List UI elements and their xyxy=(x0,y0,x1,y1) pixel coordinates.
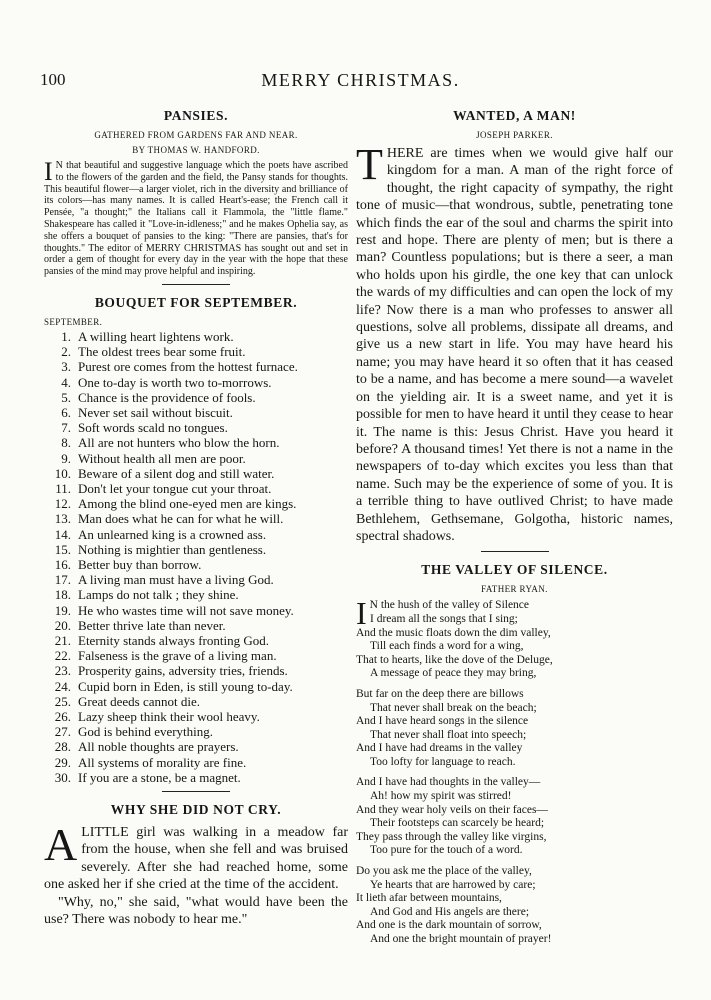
valley-byline: FATHER RYAN. xyxy=(481,584,548,595)
list-item xyxy=(44,375,348,390)
list-item-text: Prosperity gains, adversity tries, friends. xyxy=(78,663,288,679)
poem-line xyxy=(356,933,673,947)
poem-line-text: And they wear holy veils on their faces— xyxy=(356,803,548,816)
list-item-number: 10. xyxy=(54,465,71,481)
poem-stanza xyxy=(356,688,673,770)
poem-line xyxy=(356,790,673,804)
list-item-number: 27. xyxy=(54,724,71,740)
poem-line xyxy=(356,879,673,893)
list-item xyxy=(44,648,348,663)
list-item xyxy=(44,466,348,481)
list-item-number: 22. xyxy=(54,648,71,664)
poem-line xyxy=(356,627,673,641)
pansies-byline: BY THOMAS W. HANDFORD. xyxy=(132,145,260,155)
list-item-number: 9. xyxy=(61,450,71,466)
poem-line xyxy=(356,756,673,770)
poem-stanza xyxy=(356,595,673,681)
list-item xyxy=(44,709,348,724)
list-item-text: One to-day is worth two to-morrows. xyxy=(78,374,272,390)
valley-dropcap: I xyxy=(356,595,367,632)
why-dropcap: A xyxy=(44,819,78,871)
poem-line xyxy=(356,804,673,818)
list-item xyxy=(44,527,348,542)
list-item-text: Lazy sheep think their wool heavy. xyxy=(78,709,260,725)
pansies-dropcap: I xyxy=(44,157,53,186)
list-item-number: 11. xyxy=(55,481,71,496)
list-item-text: Great deeds cannot die. xyxy=(78,693,201,709)
list-item-text: Better thrive late than never. xyxy=(78,617,226,633)
list-item-text: Don't let your tongue cut your throat. xyxy=(78,481,272,496)
poem-line xyxy=(356,906,673,920)
pansies-body xyxy=(44,157,348,278)
list-item-number: 15. xyxy=(54,541,71,557)
list-item xyxy=(44,557,348,572)
wanted-dropcap: T xyxy=(356,140,383,189)
why-body xyxy=(44,819,348,894)
list-item-number: 21. xyxy=(54,633,71,649)
list-item xyxy=(44,420,348,435)
list-item-number: 23. xyxy=(54,663,71,679)
list-item xyxy=(44,390,348,405)
list-item xyxy=(44,587,348,602)
poem-line xyxy=(356,702,673,716)
poem-line xyxy=(356,640,673,654)
list-item-text: A willing heart lightens work. xyxy=(78,328,234,344)
poem-line xyxy=(356,776,673,790)
poem-line xyxy=(356,892,673,906)
why-article xyxy=(44,802,348,928)
poem-line xyxy=(356,831,673,845)
list-item xyxy=(44,755,348,770)
poem-line-text: A message of peace they may bring, xyxy=(370,667,537,680)
why-title: WHY SHE DID NOT CRY. xyxy=(110,802,282,818)
list-item-text: All are not hunters who blow the horn. xyxy=(78,435,280,451)
valley-title: THE VALLEY OF SILENCE. xyxy=(421,562,608,578)
poem-line-text: Ye hearts that are harrowed by care; xyxy=(370,878,536,891)
list-item-number: 28. xyxy=(54,739,71,755)
list-item-text: God is behind everything. xyxy=(78,724,214,740)
poem-line xyxy=(356,817,673,831)
valley-poem-body xyxy=(356,595,673,946)
list-item-number: 17. xyxy=(54,572,71,588)
list-item xyxy=(44,663,348,678)
poem-line-text: N the hush of the valley of Silence xyxy=(369,599,530,612)
poem-line xyxy=(356,613,673,627)
list-item-number: 4. xyxy=(61,374,71,390)
list-item-number: 5. xyxy=(61,389,71,405)
list-item-text: Falseness is the grave of a living man. xyxy=(78,648,277,664)
list-item-number: 6. xyxy=(61,404,71,420)
list-item-number: 19. xyxy=(54,602,71,618)
list-item-text: Lamps do not talk ; they shine. xyxy=(78,587,239,603)
pansies-article xyxy=(44,108,348,278)
poem-line-text: That to hearts, like the dove of the Deluge, xyxy=(356,653,553,666)
poem-line-text: And I have had dreams in the valley xyxy=(356,742,523,755)
poem-line xyxy=(356,715,673,729)
wanted-text: HERE are times when we would give half our kingdom for a man. A man of the right force of thought, the right capacity of sympathy, the right tone of music—that wondrous, subtle, penetrating tone which finds the ear of the soul and charms the spirit into rest and hope. There are plenty of men; but is there a man? Countless populations; but is there a seer, a man who holds upon his girdle, the one key that can unlock the wards of my difficulties and can open the lock of my life? Now there is a man who professes to answer all questions, solve all problems, dissipate all dreams, and give us a new start in life. You may have heard his name; you may have heard it so often that it has ceased to be a name, and has become a mere sound—a wavelet on the yielding air. It is a sweet name, and yet it is possible for men to have heard it until they cease to hear it. The name is this: Jesus Christ. Have you heard it before? A thousand times! Yet there is not a name in the newspapers of to-day which excites you less than that name. Such may be the experience of some of you. It is a terrible thing to have outlived Christ; to have made Bethlehem, Gethsemane, Golgotha, historic names, spectral shadows. xyxy=(356,146,673,544)
list-item xyxy=(44,451,348,466)
list-item-text: The oldest trees bear some fruit. xyxy=(78,344,246,360)
pansies-text: N that beautiful and suggestive language which the poets have ascribed to the flowers of the garden and the field, the Pansy stands for thoughts. This beautiful flower—a larger violet, rich in the diversity and brilliance of its colors—has many names. It is called Heart's-ease; the French call it Pensée, "a thought;" the Italians call it Flammola, the "little flame." Shakespeare has called it "Love-in-idleness;" and he makes Ophelia say, as she offers a bouquet of pansies to the king: "There are pansies, that's for thoughts." The editor of MERRY CHRISTMAS has sought out and set in order a gem of thought for every day in the year with the hope that these pansies of the mind may prove helpful and inspiring. xyxy=(44,160,348,278)
list-item xyxy=(44,618,348,633)
poem-line-text: It lieth afar between mountains, xyxy=(356,892,502,905)
list-item xyxy=(44,405,348,420)
list-item-text: Man does what he can for what he will. xyxy=(78,511,284,527)
wanted-article xyxy=(356,108,673,545)
poem-line-text: Too lofty for language to reach. xyxy=(370,755,516,768)
list-item-number: 16. xyxy=(54,557,71,573)
list-item xyxy=(44,511,348,526)
poem-line-text: They pass through the valley like virgins, xyxy=(356,830,547,843)
list-item-number: 3. xyxy=(61,359,71,375)
list-item-number: 8. xyxy=(61,435,71,451)
poem-line-text: And one is the dark mountain of sorrow, xyxy=(356,919,542,932)
list-item-number: 20. xyxy=(54,617,71,633)
bouquet-month: SEPTEMBER. xyxy=(44,316,103,327)
poem-line-text: Till each finds a word for a wing, xyxy=(370,640,524,653)
list-item-text: A living man must have a living God. xyxy=(78,572,274,588)
list-item-text: He who wastes time will not save money. xyxy=(78,602,294,618)
list-item-number: 7. xyxy=(61,420,71,436)
running-head: MERRY CHRISTMAS. xyxy=(261,70,460,90)
list-item-text: Cupid born in Eden, is still young to-day. xyxy=(78,678,293,694)
list-item-text: Soft words scald no tongues. xyxy=(78,420,228,436)
list-item xyxy=(44,435,348,450)
poem-line-text: And I have heard songs in the silence xyxy=(356,715,529,728)
list-item xyxy=(44,329,348,344)
list-item-text: Beware of a silent dog and still water. xyxy=(78,465,275,481)
list-item xyxy=(44,633,348,648)
poem-line-text: That never shall break on the beach; xyxy=(370,701,537,714)
list-item-number: 18. xyxy=(54,587,71,603)
list-item-number: 13. xyxy=(54,511,71,527)
list-item-text: Chance is the providence of fools. xyxy=(78,389,256,405)
poem-line xyxy=(356,667,673,681)
poem-line xyxy=(356,742,673,756)
poem-line xyxy=(356,688,673,702)
list-item-number: 25. xyxy=(54,693,71,709)
poem-line-text: Too pure for the touch of a word. xyxy=(370,844,523,857)
poem-line xyxy=(356,654,673,668)
list-item-text: Never set sail without biscuit. xyxy=(78,404,233,420)
list-item xyxy=(44,694,348,709)
poem-line xyxy=(356,919,673,933)
valley-poem xyxy=(356,562,673,946)
poem-line-text: And one the bright mountain of prayer! xyxy=(370,933,552,945)
left-column xyxy=(44,108,348,929)
list-item xyxy=(44,770,348,785)
bouquet-list xyxy=(44,329,348,785)
list-item-text: Without health all men are poor. xyxy=(78,450,246,466)
list-item xyxy=(44,481,348,496)
pansies-title: PANSIES. xyxy=(163,108,229,123)
page-header xyxy=(40,70,681,94)
list-item xyxy=(44,724,348,739)
list-item-number: 29. xyxy=(54,754,71,770)
why-body-2: "Why, no," she said, "what would have been the use? There was nobody to hear me." xyxy=(44,894,348,928)
wanted-byline: JOSEPH PARKER. xyxy=(476,130,553,140)
list-item xyxy=(44,739,348,754)
poem-line-text: That never shall float into speech; xyxy=(370,728,527,741)
list-item xyxy=(44,542,348,557)
bouquet-title: BOUQUET FOR SEPTEMBER. xyxy=(94,294,298,310)
list-item-text: All systems of morality are fine. xyxy=(78,754,247,770)
poem-line-text: And God and His angels are there; xyxy=(370,905,530,918)
bouquet-section xyxy=(44,295,348,785)
poem-stanza xyxy=(356,865,673,947)
poem-line-text: I dream all the songs that I sing; xyxy=(370,612,518,625)
poem-line xyxy=(356,865,673,879)
poem-line-text: Ah! how my spirit was stirred! xyxy=(370,790,512,803)
list-item-text: Among the blind one-eyed men are kings. xyxy=(78,496,297,512)
list-item xyxy=(44,344,348,359)
list-item-text: All noble thoughts are prayers. xyxy=(78,739,239,755)
list-item xyxy=(44,572,348,587)
list-item-number: 24. xyxy=(54,678,71,694)
poem-line-text: Do you ask me the place of the valley, xyxy=(356,865,532,878)
wanted-body xyxy=(356,140,673,545)
list-item xyxy=(44,603,348,618)
poem-line-text: But far on the deep there are billows xyxy=(356,687,524,700)
poem-line xyxy=(356,729,673,743)
right-column xyxy=(356,108,673,954)
poem-line-text: Their footsteps can scarcely be heard; xyxy=(370,817,545,830)
why-text: LITTLE girl was walking in a meadow far from the house, when she fell and was bruised severely. After she had reached home, some one asked her if she cried at the time of the accident. xyxy=(44,825,348,893)
poem-stanza xyxy=(356,776,673,858)
list-item xyxy=(44,496,348,511)
list-item xyxy=(44,359,348,374)
list-item-number: 2. xyxy=(61,344,71,360)
list-item-text: Nothing is mightier than gentleness. xyxy=(78,541,267,557)
list-item-text: Better buy than borrow. xyxy=(78,557,202,573)
section-divider xyxy=(162,791,230,792)
poem-line-text: And the music floats down the dim valley, xyxy=(356,626,551,639)
list-item-number: 12. xyxy=(54,496,71,512)
list-item-text: If you are a stone, be a magnet. xyxy=(78,769,241,785)
list-item-text: Purest ore comes from the hottest furnace. xyxy=(78,359,298,375)
pansies-subtitle: GATHERED FROM GARDENS FAR AND NEAR. xyxy=(94,130,298,140)
section-divider xyxy=(162,284,230,285)
poem-line-text: And I have had thoughts in the valley— xyxy=(356,776,541,789)
list-item xyxy=(44,679,348,694)
list-item-number: 14. xyxy=(54,526,71,542)
poem-line xyxy=(356,844,673,858)
wanted-title: WANTED, A MAN! xyxy=(453,108,576,123)
list-item-number: 26. xyxy=(54,709,71,725)
page-number: 100 xyxy=(40,70,66,89)
list-item-text: Eternity stands always fronting God. xyxy=(78,633,269,649)
list-item-text: An unlearned king is a crowned ass. xyxy=(78,526,267,542)
list-item-number: 1. xyxy=(61,328,71,344)
section-divider xyxy=(481,551,549,552)
list-item-number: 30. xyxy=(54,769,71,785)
